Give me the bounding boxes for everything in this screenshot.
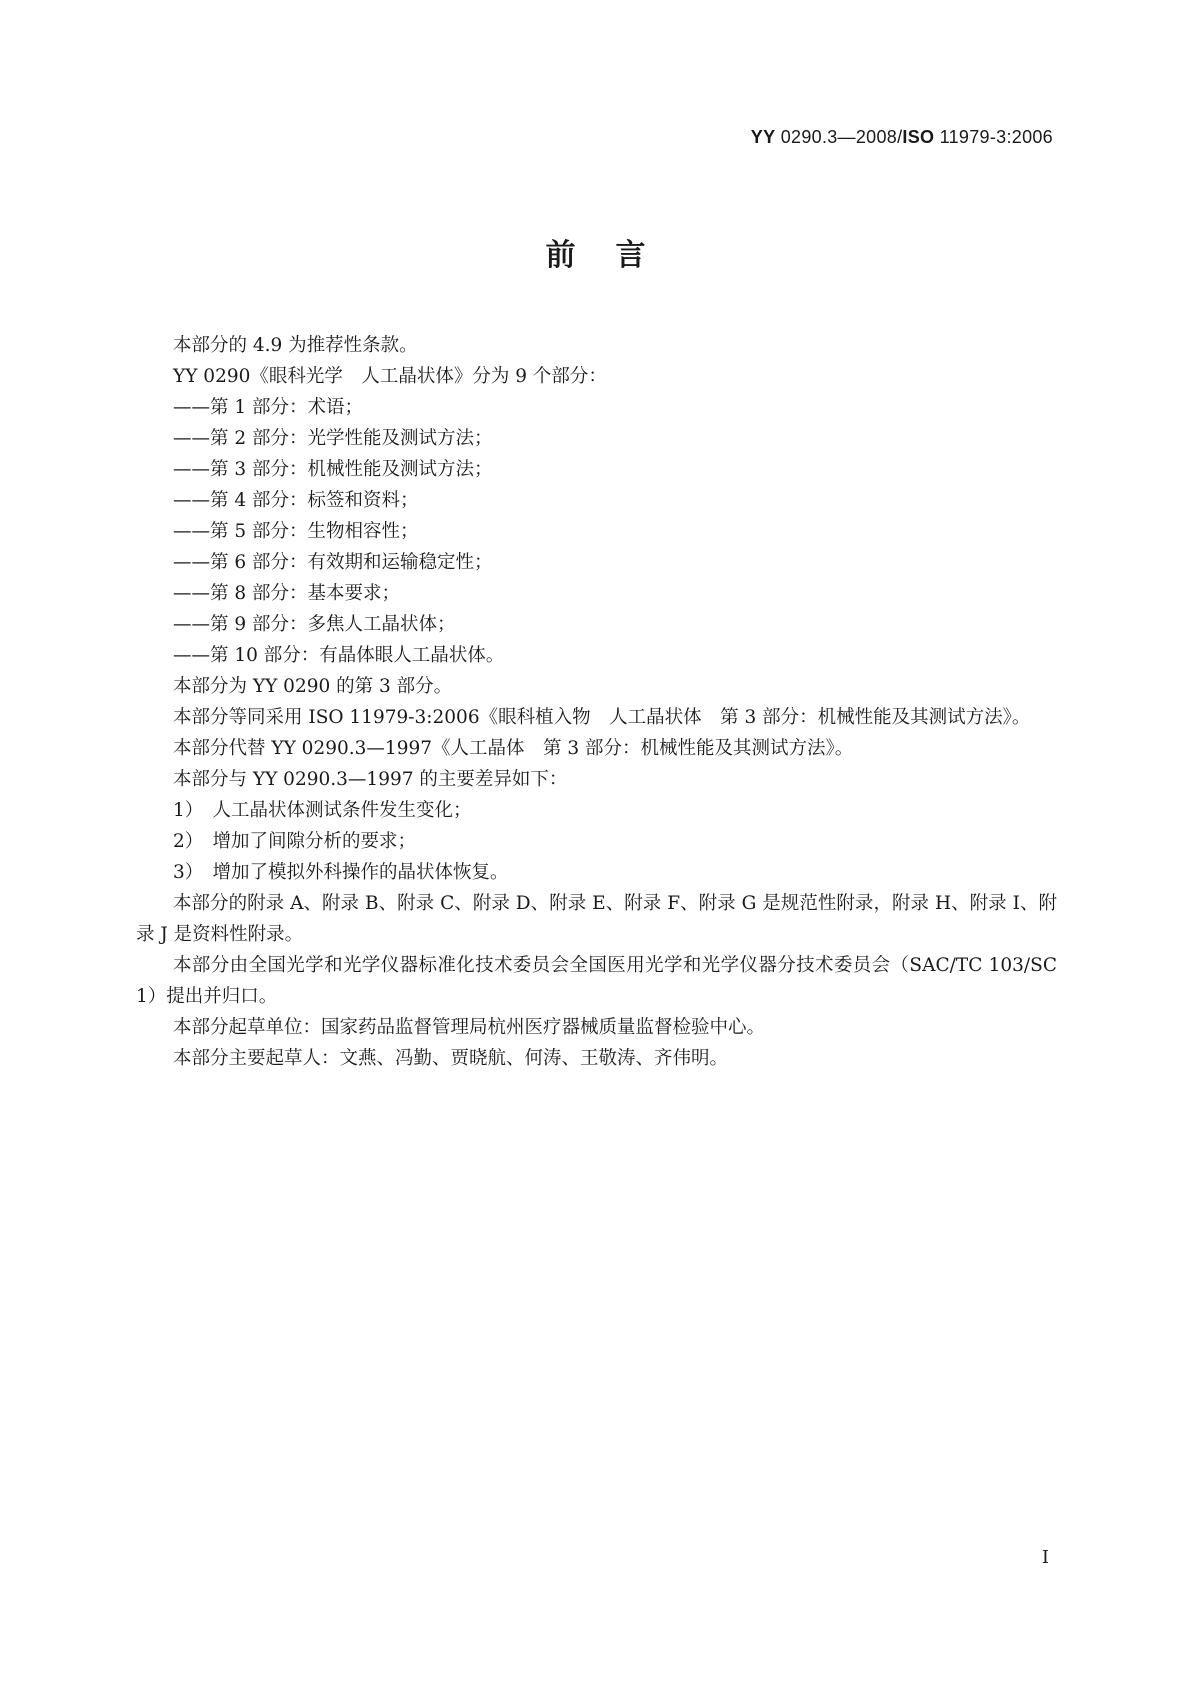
list-item: ——第 9 部分：多焦人工晶状体；	[173, 614, 456, 635]
paragraph: 本部分为 YY 0290 的第 3 部分。	[173, 676, 453, 697]
list-item: ——第 4 部分：标签和资料；	[173, 490, 419, 511]
paragraph: 本部分由全国光学和光学仪器标准化技术委员会全国医用光学和光学仪器分技术委员会（SAC/TC 103/SC 1）提出并归口。	[136, 955, 1057, 1007]
paragraph: 本部分代替 YY 0290.3—1997《人工晶体 第 3 部分：机械性能及其测试方法》。	[173, 738, 854, 759]
foreword-body	[136, 330, 1057, 1074]
list-item: ——第 1 部分：术语；	[173, 397, 364, 418]
paragraph: 本部分起草单位：国家药品监督管理局杭州医疗器械质量监督检验中心。	[173, 1017, 766, 1038]
list-item: ——第 6 部分：有效期和运输稳定性；	[173, 552, 493, 573]
paragraph: YY 0290《眼科光学 人工晶状体》分为 9 个部分：	[173, 366, 607, 387]
code-prefix: YY	[750, 127, 776, 147]
code-iso-number: 11979-3:2006	[934, 127, 1053, 147]
paragraph: 本部分主要起草人：文燕、冯勤、贾晓航、何涛、王敬涛、齐伟明。	[173, 1048, 729, 1069]
list-item: ——第 8 部分：基本要求；	[173, 583, 401, 604]
code-number: 0290.3—2008/	[775, 127, 903, 147]
standard-code-header	[751, 127, 1053, 148]
numbered-item: 1） 人工晶状体测试条件发生变化；	[173, 800, 472, 821]
paragraph: 本部分的 4.9 为推荐性条款。	[173, 335, 418, 356]
paragraph: 本部分的附录 A、附录 B、附录 C、附录 D、附录 E、附录 F、附录 G 是规范性附录，附录 H、附录 I、附录 J 是资料性附录。	[136, 893, 1057, 945]
list-item: ——第 3 部分：机械性能及测试方法；	[173, 459, 493, 480]
numbered-item: 2） 增加了间隙分析的要求；	[173, 831, 417, 852]
page-number: I	[1041, 1547, 1049, 1568]
numbered-item: 3） 增加了模拟外科操作的晶状体恢复。	[173, 862, 509, 883]
paragraph: 本部分与 YY 0290.3—1997 的主要差异如下：	[173, 769, 568, 790]
list-item: ——第 10 部分：有晶体眼人工晶状体。	[173, 645, 505, 666]
paragraph: 本部分等同采用 ISO 11979-3:2006《眼科植入物 人工晶状体 第 3 部分：机械性能及其测试方法》。	[173, 707, 1031, 728]
list-item: ——第 5 部分：生物相容性；	[173, 521, 419, 542]
page-title: 前言	[545, 238, 686, 273]
list-item: ——第 2 部分：光学性能及测试方法；	[173, 428, 493, 449]
code-iso: ISO	[902, 127, 935, 147]
